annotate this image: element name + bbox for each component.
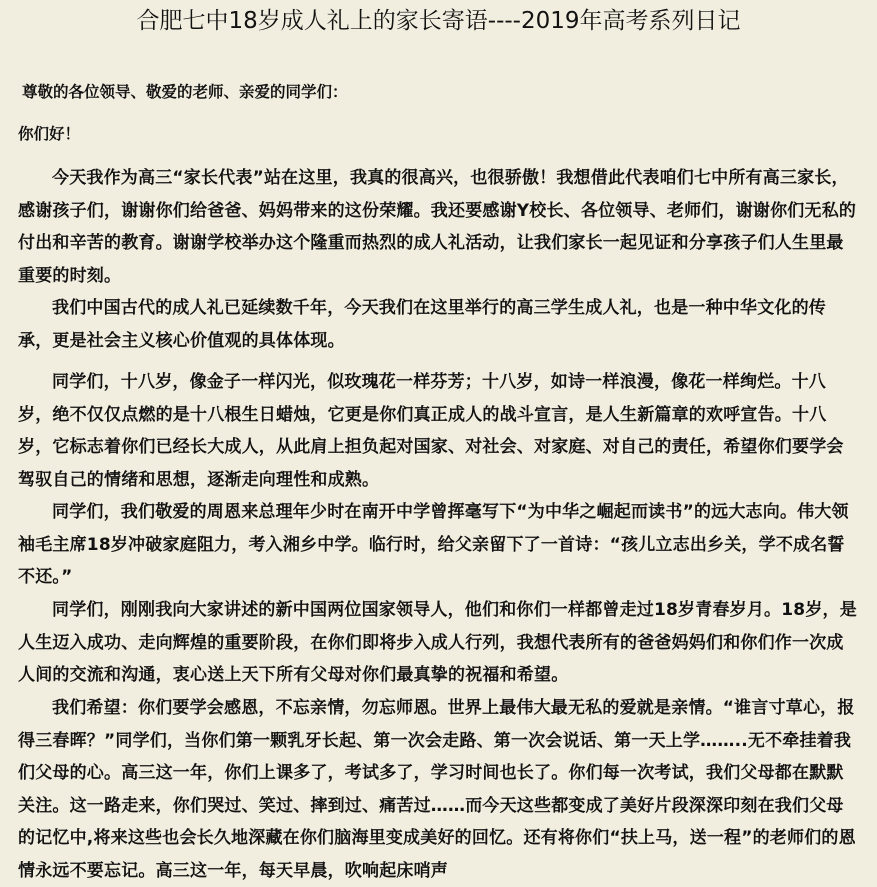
greeting: 你们好！ (18, 125, 81, 143)
salutation: 尊敬的各位领导、敬爱的老师、亲爱的同学们： (22, 83, 348, 101)
paragraph-wishes: 同学们，刚刚我向大家讲述的新中国两位国家领导人，他们和你们一样都曾走过18岁青春岁月。18岁，是人生迈入成功、走向辉煌的重要阶段，在你们即将步入成人行列，我想代表所有的爸爸妈妈们和你们作一次成人间的交流和沟通，衷心送上天下所有父母对你们最真挚的祝福和希望。 (18, 600, 857, 685)
paragraph-gratitude-parents: 我们希望：你们要学会感恩，不忘亲情，勿忘师恩。世界上最伟大最无私的爱就是亲情。“谁言寸草心，报得三春晖？”同学们，当你们第一颗乳牙长起、第一次会走路、第一次会说话、第一天上学……..无不牵挂着我们父母的心。高三这一年，你们上课多了，考试多了，学习时间也长了。你们每一次考试，我们父母都在默默关注。这一路走来，你们哭过、笑过、摔到过、痛苦过……而今天这些都变成了美好片段深深印刻在我们父母的记忆中,将来这些也会长久地深藏在你们脑海里变成美好的回忆。还有将你们“扶上马，送一程”的老师们的恩情永远不要忘记。高三这一年，每天早晨，吹响起床哨声 (18, 698, 856, 881)
paragraph-eighteen: 同学们，十八岁，像金子一样闪光，似玫瑰花一样芬芳；十八岁，如诗一样浪漫，像花一样绚烂。十八岁，绝不仅仅点燃的是十八根生日蜡烛，它更是你们真正成人的战斗宣言，是人生新篇章的欢呼宣告。十八岁，它标志着你们已经长大成人，从此肩上担负起对国家、对社会、对家庭、对自己的责任，希望你们要学会驾驭自己的情绪和思想，逐渐走向理性和成熟。 (18, 372, 844, 490)
document-title: 合肥七中18岁成人礼上的家长寄语----2019年高考系列日记 (136, 8, 741, 34)
paragraph-tradition: 我们中国古代的成人礼已延续数千年，今天我们在这里举行的高三学生成人礼，也是一种中华文化的传承，更是社会主义核心价值观的具体体现。 (18, 298, 826, 351)
paragraph-leaders: 同学们，我们敬爱的周恩来总理年少时在南开中学曾挥毫写下“为中华之崛起而读书”的远大志向。伟大领袖毛主席18岁冲破家庭阻力，考入湘乡中学。临行时，给父亲留下了一首诗：“孩儿立志出乡关，学不成名誓不还。” (18, 502, 849, 587)
paragraph-gratitude: 今天我作为高三“家长代表”站在这里，我真的很高兴，也很骄傲！我想借此代表咱们七中所有高三家长，感谢孩子们，谢谢你们给爸爸、妈妈带来的这份荣耀。我还要感谢Y校长、各位领导、老师们，谢谢你们无私的付出和辛苦的教育。谢谢学校举办这个隆重而热烈的成人礼活动，让我们家长一起见证和分享孩子们人生里最重要的时刻。 (18, 168, 857, 286)
